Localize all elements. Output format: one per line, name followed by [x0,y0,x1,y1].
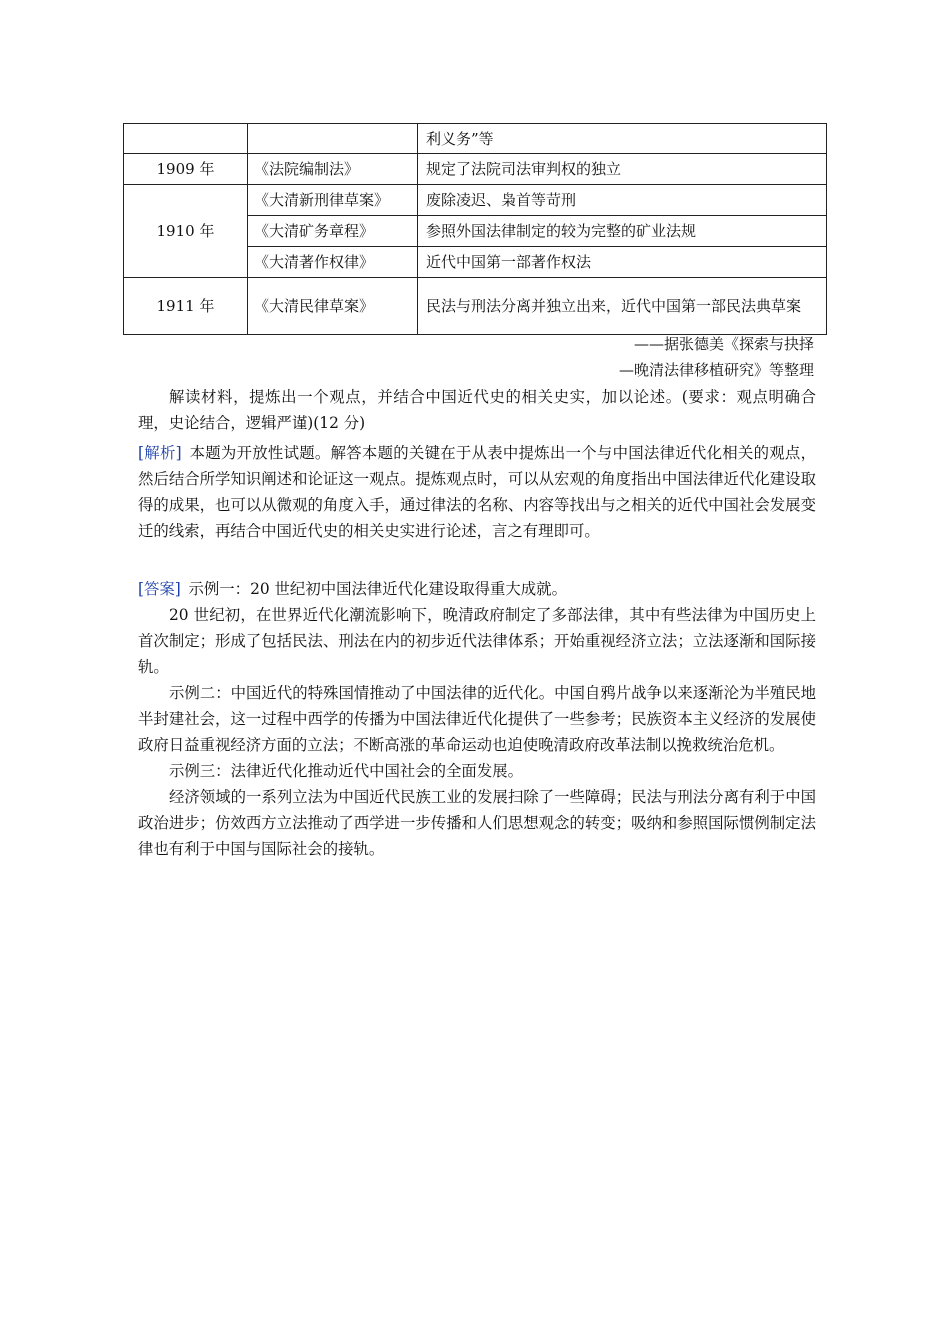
year-cell: 1909 年 [124,154,248,185]
answer-example-3-title: 示例三：法律近代化推动近代中国社会的全面发展。 [169,762,523,780]
analysis-text: 本题为开放性试题。解答本题的关键在于从表中提炼出一个与中国法律近代化相关的观点，然后结合所学知识阐述和论证这一观点。提炼观点时，可以从宏观的角度指出中国法律近代化建设取得的成果，也可以从微观的角度入手，通过律法的名称、内容等找出与之相关的近代中国社会发展变迁的线索，再结合中国近代史的相关史实进行论述，言之有理即可。 [138,444,816,540]
answer-example-3-body: 经济领域的一系列立法为中国近代民族工业的发展扫除了一些障碍；民法与刑法分离有利于中国政治进步；仿效西方立法推动了西学进一步传播和人们思想观念的转变；吸纳和参照国际惯例制定法律也有利于中国与国际社会的接轨。 [138,788,816,858]
answer-ex1-title-text: 示例一：20 世纪初中国法律近代化建设取得重大成就。 [188,580,567,598]
source-citation-line-1: ——据张德美《探索与抉择 [633,335,814,353]
law-name-cell: 《大清新刑律草案》 [248,185,418,216]
law-desc-cell: 利义务”等 [418,124,827,154]
year-cell [124,124,248,154]
answer-example-1-body: 20 世纪初，在世界近代化潮流影响下，晚清政府制定了多部法律，其中有些法律为中国历史上首次制定；形成了包括民法、刑法在内的初步近代法律体系；开始重视经济立法；立法逐渐和国际接轨。 [138,606,816,676]
law-desc-cell: 民法与刑法分离并独立出来，近代中国第一部民法典草案 [418,278,827,335]
law-desc-cell: 参照外国法律制定的较为完整的矿业法规 [418,216,827,247]
analysis-paragraph [138,440,816,544]
year-cell: 1911 年 [124,278,248,335]
law-desc-cell: 废除凌迟、枭首等苛刑 [418,185,827,216]
law-name-cell [248,124,418,154]
law-name-cell: 《大清著作权律》 [248,247,418,278]
source-citation-line-2: —晚清法律移植研究》等整理 [618,361,814,379]
table-row [124,124,827,154]
year-cell: 1910 年 [124,185,248,278]
analysis-tag: [解析] [138,444,182,462]
answer-example-1-title [138,576,816,602]
answer-block [138,576,816,862]
law-name-cell: 《大清民律草案》 [248,278,418,335]
law-desc-cell: 规定了法院司法审判权的独立 [418,154,827,185]
analysis-block [138,440,816,544]
table-row [124,185,827,216]
law-name-cell: 《法院编制法》 [248,154,418,185]
law-table [123,123,827,335]
law-name-cell: 《大清矿务章程》 [248,216,418,247]
question-text: 解读材料，提炼出一个观点，并结合中国近代史的相关史实，加以论述。(要求：观点明确合理，史论结合，逻辑严谨)(12 分) [138,388,816,432]
law-desc-cell: 近代中国第一部著作权法 [418,247,827,278]
table-row [124,278,827,335]
table-row [124,154,827,185]
question-block [138,384,816,436]
answer-example-2: 示例二：中国近代的特殊国情推动了中国法律的近代化。中国自鸦片战争以来逐渐沦为半殖民地半封建社会，这一过程中西学的传播为中国法律近代化提供了一些参考；民族资本主义经济的发展使政府日益重视经济方面的立法；不断高涨的革命运动也迫使晚清政府改革法制以挽救统治危机。 [138,684,816,754]
answer-tag: [答案] [138,580,181,598]
